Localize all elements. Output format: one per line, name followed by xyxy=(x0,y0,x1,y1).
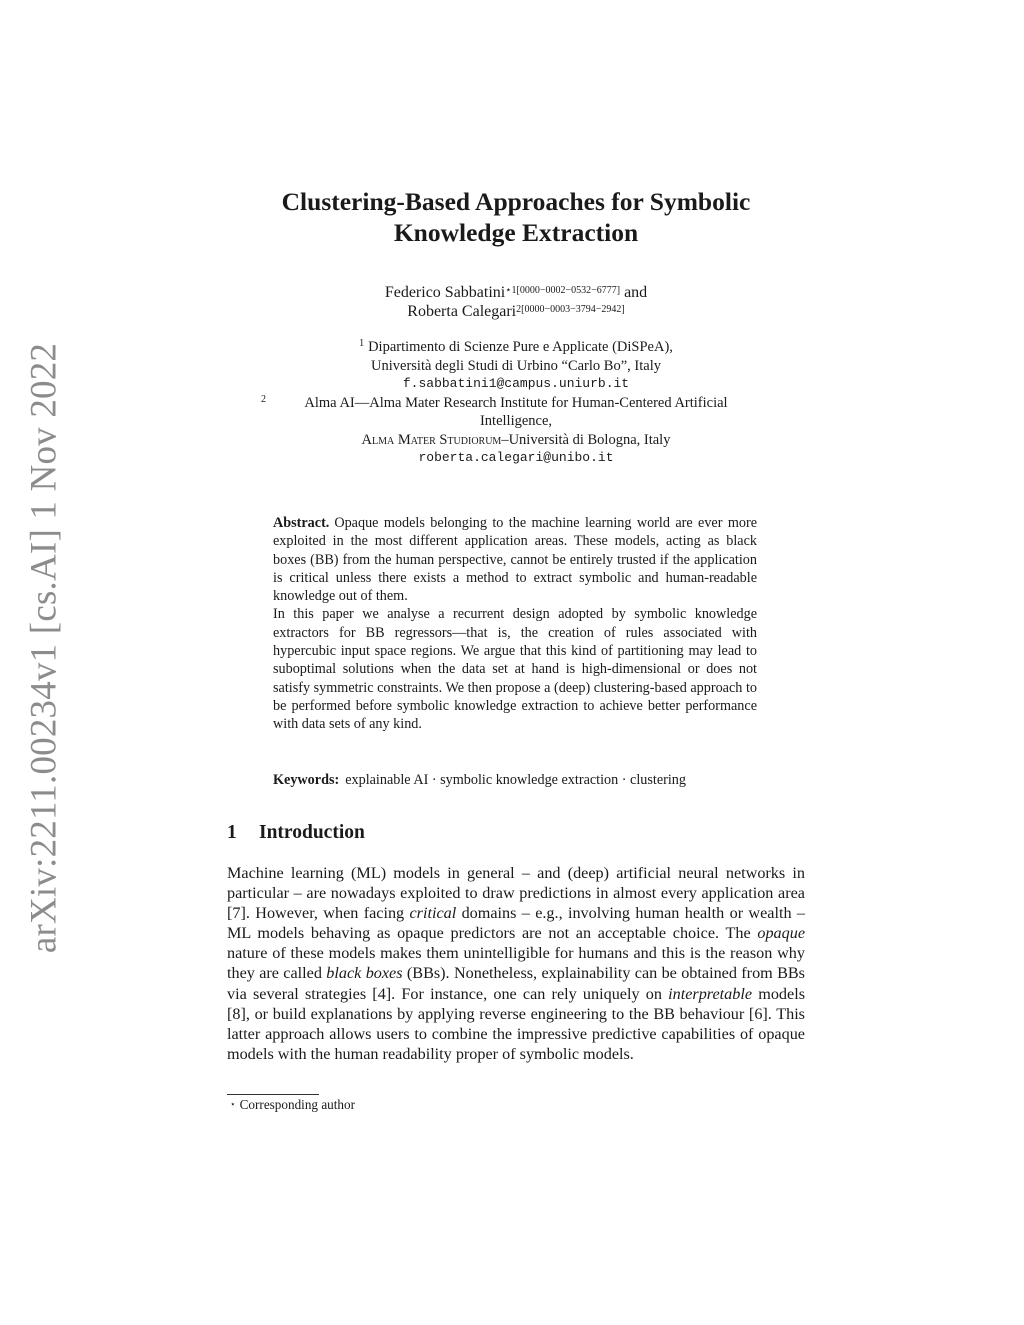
affiliation-2 xyxy=(227,394,805,413)
title-line-1: Clustering-Based Approaches for Symbolic xyxy=(281,187,751,216)
affiliations xyxy=(227,338,805,468)
affiliation-2-email[interactable]: roberta.calegari@unibo.it xyxy=(418,450,614,465)
intro-emphasis-black-boxes: black boxes xyxy=(326,964,403,983)
intro-text-2: domains – e.g., involving human health or wealth – ML models behaving as opaque predictors are not an acceptable choice. The xyxy=(227,904,805,943)
abstract-paragraph-1 xyxy=(273,514,757,605)
author-1-name: Federico Sabbatini xyxy=(384,284,506,301)
affiliation-2-university: –Università di Bologna, Italy xyxy=(501,431,671,448)
affiliation-2-institution: Alma Mater Studiorum xyxy=(361,431,502,448)
abstract xyxy=(273,514,757,734)
author-2-name: Roberta Calegari xyxy=(407,303,517,320)
keywords-text: explainable AI · symbolic knowledge extraction · clustering xyxy=(345,772,686,788)
section-number: 1 xyxy=(227,822,237,843)
abstract-paragraph-2: In this paper we analyse a recurrent design adopted by symbolic knowledge extractors for BB regressors—that is, the creation of rules associated with hypercubic input space regions. We argue that this kind of partitioning may lead to suboptimal solutions when the data set at hand is high-dimensional or does not satisfy symmetric constraints. We then propose a (deep) clustering-based approach to be performed before symbolic knowledge extraction to achieve better performance with data sets of any kind. xyxy=(273,606,757,733)
footnote-mark: ⋆ xyxy=(230,1099,236,1109)
abstract-label: Abstract. xyxy=(273,515,330,531)
author-2-orcid: 2[0000−0003−3794−2942] xyxy=(516,304,625,315)
author-list xyxy=(227,283,805,321)
author-1-orcid: ⋆1[0000−0002−0532−6777] xyxy=(505,285,621,296)
intro-emphasis-critical: critical xyxy=(409,904,457,923)
footnote-divider xyxy=(227,1094,319,1095)
arxiv-identifier: arXiv:2211.00234v1 [cs.AI] 1 Nov 2022 xyxy=(23,342,65,954)
affiliation-2-line-2: Intelligence, xyxy=(479,413,553,429)
keywords xyxy=(273,771,757,789)
affiliation-1 xyxy=(227,338,805,357)
author-conjunction: and xyxy=(624,284,648,301)
affiliation-1-line-2: Università degli Studi di Urbino “Carlo Bo”, Italy xyxy=(371,357,661,374)
intro-text-1: Machine learning (ML) models in general – and (deep) artificial neural networks in particular – are nowadays exploited to draw predictions in almost every application area [7]. However, when facing xyxy=(227,864,805,923)
title-line-2: Knowledge Extraction xyxy=(393,218,639,247)
section-heading-introduction xyxy=(227,821,365,845)
intro-text-3: nature of these models makes them unintelligible for humans and this is the reason why they are called xyxy=(227,944,805,983)
introduction-paragraph xyxy=(227,863,805,1064)
affiliation-2-line-1: Alma AI—Alma Mater Research Institute for Human-Centered Artificial xyxy=(304,394,728,411)
footnote xyxy=(230,1097,355,1113)
keywords-label: Keywords: xyxy=(273,772,340,788)
intro-emphasis-opaque: opaque xyxy=(757,924,805,943)
affiliation-1-number: 1 xyxy=(359,338,365,349)
intro-emphasis-interpretable: interpretable xyxy=(668,984,753,1003)
affiliation-2-line-3 xyxy=(227,431,805,450)
affiliation-1-line-1: Dipartimento di Scienze Pure e Applicate (DiSPeA), xyxy=(368,339,673,355)
intro-text-4: (BBs). Nonetheless, explainability can be obtained from BBs via several strategies [4]. For instance, one can rely uniquely on xyxy=(227,964,805,1003)
footnote-text: Corresponding author xyxy=(239,1097,356,1112)
section-title: Introduction xyxy=(259,822,365,843)
paper-title xyxy=(227,186,805,248)
affiliation-2-number: 2 xyxy=(261,393,266,405)
abstract-text-1: Opaque models belonging to the machine learning world are ever more exploited in the most different application areas. These models, acting as black boxes (BB) from the human perspective, cannot be entirely trusted if the application is critical unless there exists a method to extract symbolic and human-readable knowledge out of them. xyxy=(273,515,757,605)
affiliation-1-email[interactable]: f.sabbatini1@campus.uniurb.it xyxy=(402,376,630,391)
intro-text-5: models [8], or build explanations by applying reverse engineering to the BB behaviour [6]. This latter approach allows users to combine the impressive predictive capabilities of opaque models with the human readability proper of symbolic models. xyxy=(227,984,805,1063)
